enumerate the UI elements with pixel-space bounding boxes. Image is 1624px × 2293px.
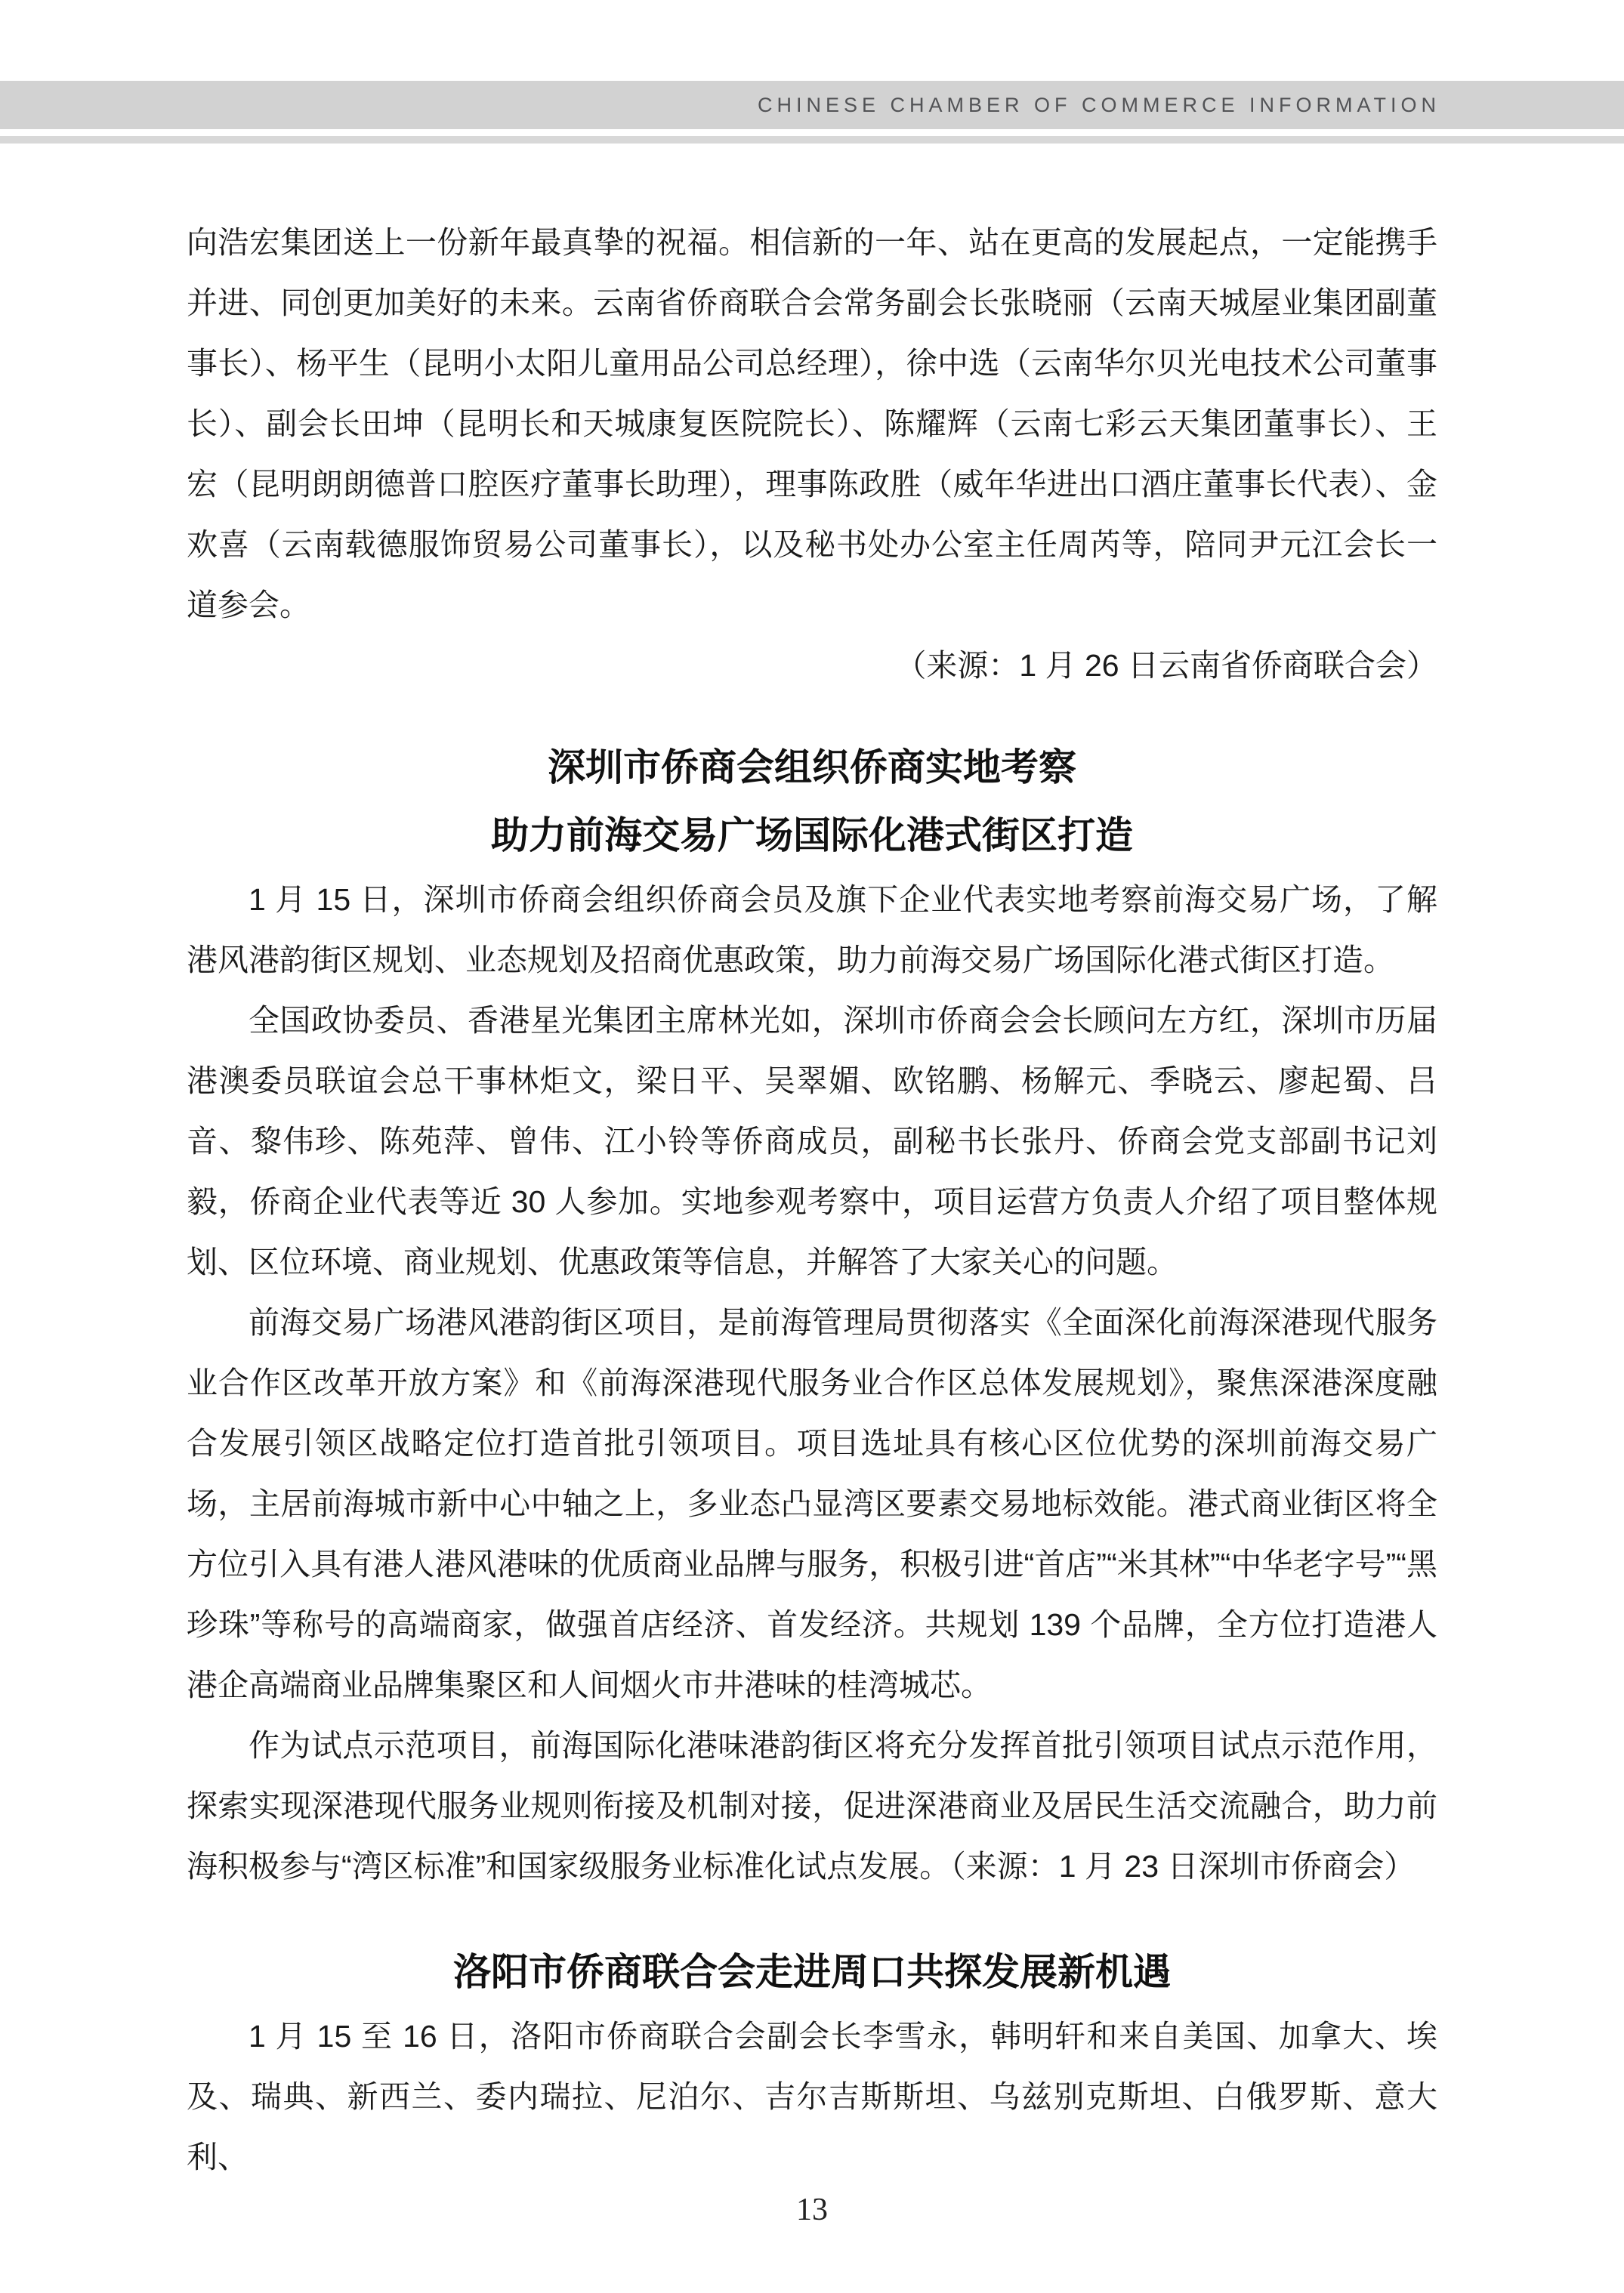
- article-title-shenzhen-line1: 深圳市侨商会组织侨商实地考察: [548, 746, 1076, 789]
- page-number: 13: [796, 2193, 828, 2227]
- paragraph-shenzhen-4: 作为试点示范项目，前海国际化港味港韵街区将充分发挥首批引领项目试点示范作用，探索实现深港现代服务业规则衔接及机制对接，促进深港商业及居民生活交流融合，助力前海积极参与“湾区标准”和国家级服务业标准化试点发展。（来源：1 月 23 日深圳市侨商会）: [187, 1728, 1437, 1884]
- header-band: [0, 81, 1624, 129]
- page-content: [187, 212, 1437, 2187]
- header-divider-bar: [0, 136, 1624, 144]
- source-note-yunnan: （来源：1 月 26 日云南省侨商联合会）: [895, 648, 1437, 683]
- paragraph-shenzhen-1: 1 月 15 日，深圳市侨商会组织侨商会员及旗下企业代表实地考察前海交易广场，了解港风港韵街区规划、业态规划及招商优惠政策，助力前海交易广场国际化港式街区打造。: [187, 882, 1437, 977]
- article-title-luoyang: 洛阳市侨商联合会走进周口共探发展新机遇: [453, 1951, 1171, 1993]
- paragraph-yunnan-continuation: 向浩宏集团送上一份新年最真挚的祝福。相信新的一年、站在更高的发展起点，一定能携手并进、同创更加美好的未来。云南省侨商联合会常务副会长张晓丽（云南天城屋业集团副董事长）、杨平生（昆明小太阳儿童用品公司总经理），徐中选（云南华尔贝光电技术公司董事长）、副会长田坤（昆明长和天城康复医院院长）、陈耀辉（云南七彩云天集团董事长）、王宏（昆明朗朗德普口腔医疗董事长助理），理事陈政胜（威年华进出口酒庄董事长代表）、金欢喜（云南载德服饰贸易公司董事长），以及秘书处办公室主任周芮等，陪同尹元江会长一道参会。: [187, 225, 1437, 622]
- paragraph-shenzhen-3: 前海交易广场港风港韵街区项目，是前海管理局贯彻落实《全面深化前海深港现代服务业合作区改革开放方案》和《前海深港现代服务业合作区总体发展规划》，聚焦深港深度融合发展引领区战略定位打造首批引领项目。项目选址具有核心区位优势的深圳前海交易广场，主居前海城市新中心中轴之上，多业态凸显湾区要素交易地标效能。港式商业街区将全方位引入具有港人港风港味的优质商业品牌与服务，积极引进“首店”“米其林”“中华老字号”“黑珍珠”等称号的高端商家，做强首店经济、首发经济。共规划 139 个品牌，全方位打造港人港企高端商业品牌集聚区和人间烟火市井港味的桂湾城芯。: [187, 1305, 1437, 1702]
- header-banner-text: CHINESE CHAMBER OF COMMERCE INFORMATION: [757, 94, 1440, 116]
- paragraph-shenzhen-2: 全国政协委员、香港星光集团主席林光如，深圳市侨商会会长顾问左方红，深圳市历届港澳委员联谊会总干事林炬文，梁日平、吴翠媚、欧铭鹏、杨解元、季晓云、廖起蜀、吕音、黎伟珍、陈苑萍、曾伟、江小铃等侨商成员，副秘书长张丹、侨商会党支部副书记刘毅，侨商企业代表等近 30 人参加。实地参观考察中，项目运营方负责人介绍了项目整体规划、区位环境、商业规划、优惠政策等信息，并解答了大家关心的问题。: [187, 1003, 1437, 1279]
- paragraph-luoyang-1: 1 月 15 至 16 日，洛阳市侨商联合会副会长李雪永，韩明轩和来自美国、加拿大、埃及、瑞典、新西兰、委内瑞拉、尼泊尔、吉尔吉斯斯坦、乌兹别克斯坦、白俄罗斯、意大利、: [187, 2019, 1437, 2174]
- article-title-shenzhen-line2: 助力前海交易广场国际化港式街区打造: [491, 814, 1133, 856]
